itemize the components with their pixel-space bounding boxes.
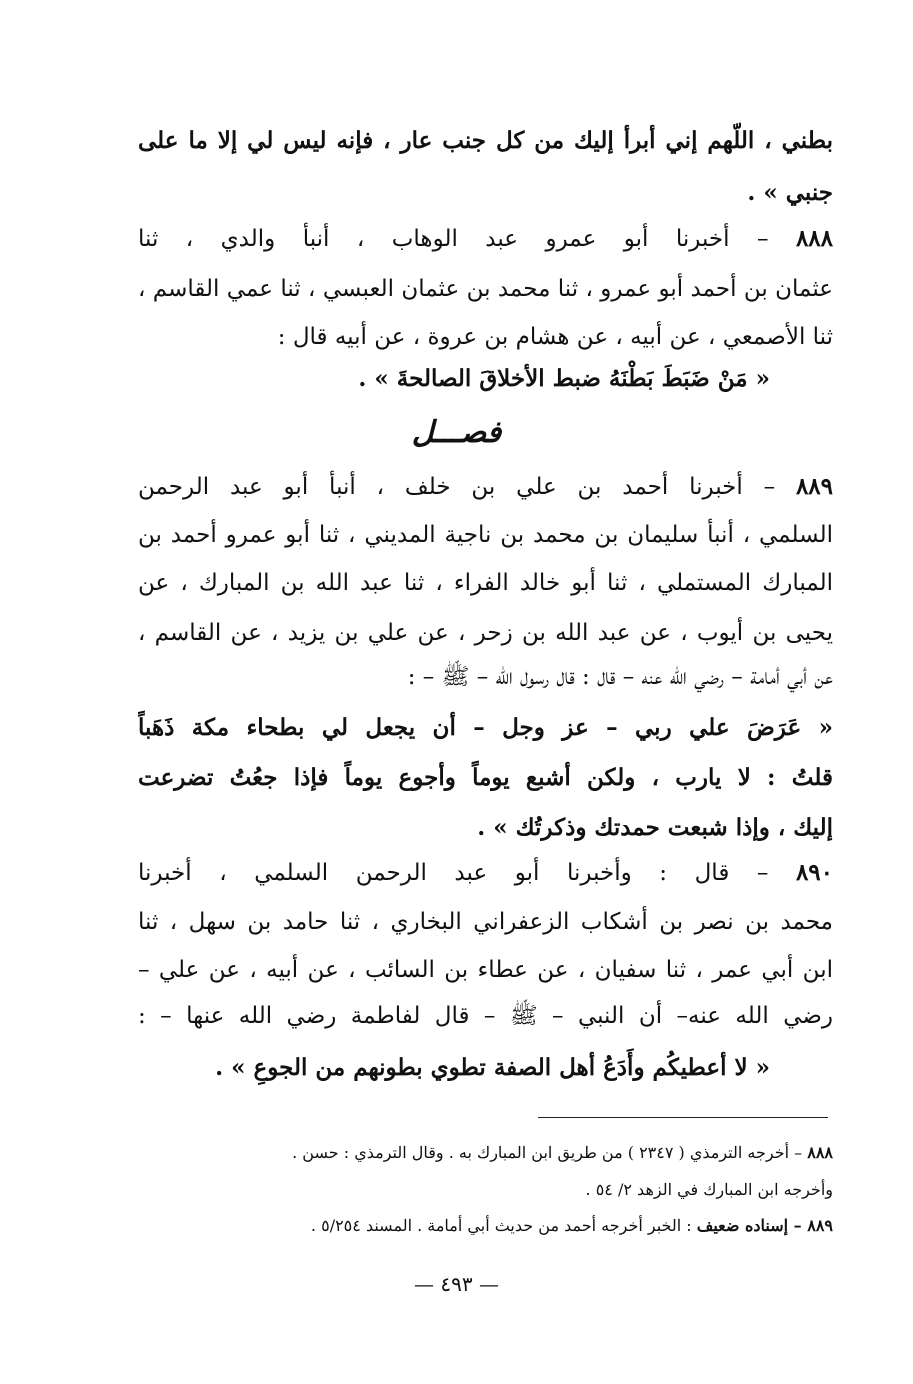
- hadith-number: ٨٩٠: [795, 859, 833, 886]
- hadith-890-line: [138, 848, 833, 898]
- text-line-content: قلتُ : لا يارب ، ولكن أشبع يوماً وأجوع يوماً فإذا جعُتُ تضرعت: [138, 764, 833, 791]
- text-line: [138, 116, 833, 166]
- text-line-content: ابن أبي عمر ، ثنا سفيان ، عن عطاء بن السائب ، عن أبيه ، عن علي –: [138, 957, 833, 983]
- text-line: [138, 897, 833, 947]
- hadith-888-line: [138, 214, 833, 264]
- footnote-grading: – إسناده ضعيف: [696, 1216, 808, 1235]
- text-line: [138, 558, 833, 608]
- footnote: [105, 1138, 833, 1168]
- text-line-content: جنبي » .: [747, 179, 833, 206]
- footnote-text: : الخبر أخرجه أحمد من حديث أبي أمامة . المسند ٥/٢٥٤ .: [310, 1216, 697, 1235]
- text-line-content: – قال : وأخبرنا أبو عبد الرحمن السلمي ، أخبرنا: [138, 860, 796, 886]
- text-line: [138, 991, 833, 1041]
- text-line-content: – أخبرنا أحمد بن علي بن خلف ، أنبأ أبو عبد الرحمن: [138, 474, 796, 500]
- page-number: — ٤٩٣ —: [414, 1272, 499, 1296]
- text-line-content: « مَنْ ضَبَطَ بَطْنَهُ ضبط الأخلاقَ الصالحةَ » .: [358, 365, 770, 392]
- footnote-text: – أخرجه الترمذي ( ٢٣٤٧ ) من طريق ابن المبارك به . وقال الترمذي : حسن .: [292, 1143, 808, 1162]
- quote-line: [300, 354, 770, 404]
- footnote-number: ٨٨٨: [807, 1143, 833, 1162]
- text-line: [138, 510, 833, 560]
- text-line-content: بطني ، اللّهم إني أبرأ إليك من كل جنب عار ، فإنه ليس لي إلا ما على: [138, 127, 833, 154]
- text-line: [138, 264, 833, 314]
- section-heading: فصـــل: [411, 415, 502, 450]
- text-line: [138, 168, 833, 218]
- footnote: [105, 1211, 833, 1241]
- footnote-text: وأخرجه ابن المبارك في الزهد ٢/ ٥٤ .: [585, 1180, 833, 1199]
- text-line: [138, 608, 833, 658]
- hadith-number: ٨٨٩: [795, 473, 833, 500]
- text-line: [138, 945, 833, 995]
- text-line-content: محمد بن نصر بن أشكاب الزعفراني البخاري ، ثنا حامد بن سهل ، ثنا: [138, 909, 833, 935]
- footnote: [105, 1175, 833, 1205]
- text-line-content: السلمي ، أنبأ سليمان بن محمد بن ناجية المديني ، ثنا أبو عمرو أحمد بن: [138, 522, 833, 548]
- text-line-content: عثمان بن أحمد أبو عمرو ، ثنا محمد بن عثمان العبسي ، ثنا عمي القاسم ،: [138, 276, 833, 302]
- quote-line: [138, 753, 833, 803]
- hadith-number: ٨٨٨: [795, 225, 833, 252]
- text-line-content: – أخبرنا أبو عمرو عبد الوهاب ، أنبأ والدي ، ثنا: [138, 226, 796, 252]
- footnote-divider: [538, 1117, 828, 1118]
- text-line-content: « لا أعطيكُم وأَدَعُ أهل الصفة تطوي بطونهم من الجوعِ » .: [215, 1054, 770, 1081]
- text-line-content: رضي الله عنه– أن النبي – ﷺ – قال لفاطمة رضي الله عنها – :: [138, 1003, 833, 1029]
- footnote-number: ٨٨٩: [807, 1216, 833, 1235]
- text-line-content: إليك ، وإذا شبعت حمدتك وذكرتُك » .: [477, 814, 833, 841]
- text-line-content: عن أبي أمامة – رضي الله عنه – قال : قال رسول الله – ﷺ – :: [407, 664, 833, 690]
- text-line: [138, 652, 833, 702]
- text-line-content: « عَرَضَ علي ربي – عز وجل – أن يجعل لي بطحاء مكة ذَهَباً: [138, 714, 833, 741]
- hadith-889-line: [138, 462, 833, 512]
- quote-line: [150, 1043, 770, 1093]
- quote-line: [138, 703, 833, 753]
- text-line-content: يحيى بن أيوب ، عن عبد الله بن زحر ، عن علي بن يزيد ، عن القاسم ،: [138, 620, 833, 646]
- text-line-content: المبارك المستملي ، ثنا أبو خالد الفراء ، ثنا عبد الله بن المبارك ، عن: [138, 570, 833, 596]
- text-line-content: ثنا الأصمعي ، عن أبيه ، عن هشام بن عروة ، عن أبيه قال :: [277, 324, 833, 350]
- quote-line: [138, 803, 833, 853]
